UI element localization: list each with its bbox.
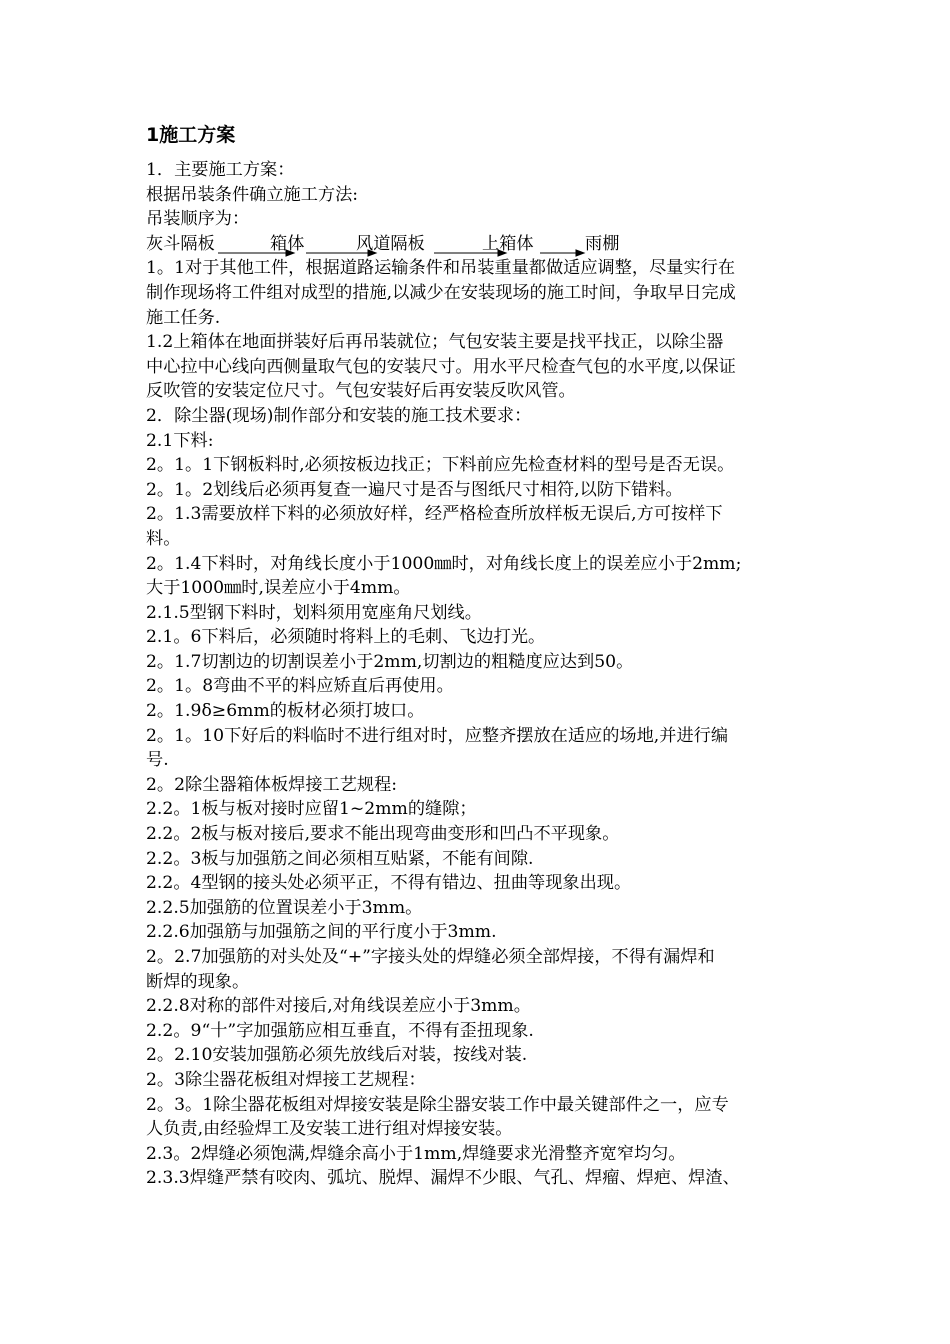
text-line: 2。2.7加强筋的对头处及“+”字接头处的焊缝必须全部焊接，不得有漏焊和 [146,947,715,967]
text-line: 号. [146,750,169,771]
text-line: 2.2。2板与板对接后,要求不能出现弯曲变形和凹凸不平现象。 [146,824,620,845]
text-line: 2。1。1下钢板料时,必须按板边找正；下料前应先检查材料的型号是否无误。 [146,455,735,476]
text-line: 2.2.5加强筋的位置误差小于3mm。 [146,897,423,918]
text-line: 2．除尘器(现场)制作部分和安装的施工技术要求： [146,405,532,426]
flow-step: 上箱体 [482,233,534,254]
flow-step: 箱体 [270,233,305,254]
text-line: 2.2。3板与加强筋之间必须相互贴紧，不能有间隙. [146,848,534,869]
text-line: 2。1。8弯曲不平的料应矫直后再使用。 [146,676,454,697]
text-line: 人负责,由经验焊工及安装工进行组对焊接安装。 [146,1119,513,1140]
text-line: 2.2。9“十”字加强筋应相互垂直，不得有歪扭现象. [146,1020,534,1041]
text-line: 1.2上箱体在地面拼装好后再吊装就位；气包安装主要是找平找正，以除尘器 [146,332,724,353]
text-line: 反吹管的安装定位尺寸。气包安装好后再安装反吹风管。 [146,381,576,402]
text-line: 2。2除尘器箱体板焊接工艺规程: [146,774,398,795]
text-line: 1．主要施工方案： [146,160,295,180]
document-body [146,158,826,1191]
text-line: 2.2.6加强筋与加强筋之间的平行度小于3mm. [146,922,497,943]
text-line: 2.1下料: [146,430,214,451]
text-line: 2.3.3焊缝严禁有咬肉、弧坑、脱焊、漏焊不少眼、气孔、焊瘤、焊疤、焊渣、 [146,1168,740,1189]
text-line: 2。3除尘器花板组对焊接工艺规程： [146,1069,426,1090]
flow-step: 风道隔板 [356,233,425,254]
text-line: 2。3。1除尘器花板组对焊接安装是除尘器安装工作中最关键部件之一，应专 [146,1094,729,1115]
text-line: 中心拉中心线向西侧量取气包的安装尺寸。用水平尺检查气包的水平度,以保证 [146,356,736,377]
flow-step: 雨棚 [585,233,620,254]
text-line: 2。1.9δ≥6mm的板材必须打坡口。 [146,701,425,722]
text-line: 2.3。2焊缝必须饱满,焊缝余高小于1mm,焊缝要求光滑整齐宽窄均匀。 [146,1143,686,1164]
flow-step: 灰斗隔板 [146,233,215,254]
text-line: 2.2.8对称的部件对接后,对角线误差应小于3mm。 [146,996,531,1017]
text-line: 1。1对于其他工件，根据道路运输条件和吊装重量都做适应调整，尽量实行在 [146,258,736,279]
text-line: 根据吊装条件确立施工方法: [146,184,359,205]
text-line: 2。1.4下料时，对角线长度小于1000㎜时，对角线长度上的误差应小于2mm; [146,553,742,574]
arrow-head-icon [576,250,584,256]
text-line: 2.1。6下料后，必须随时将料上的毛刺、飞边打光。 [146,627,546,648]
text-line: 2。1。2划线后必须再复查一遍尺寸是否与图纸尺寸相符,以防下错料。 [146,479,683,500]
text-line: 2。1.3需要放样下料的必须放好样，经严格检查所放样板无误后,方可按样下 [146,504,723,525]
text-line: 2。2.10安装加强筋必须先放线后对装，按线对装. [146,1045,528,1066]
text-line: 2。1。10下好后的料临时不进行组对时，应整齐摆放在适应的场地,并进行编 [146,725,729,746]
text-line: 施工任务. [146,307,221,328]
text-line: 2。1.7切割边的切割误差小于2mm,切割边的粗糙度应达到50。 [146,651,634,672]
text-line: 大于1000㎜时,误差应小于4mm。 [146,578,411,599]
text-line: 2.2。1板与板对接时应留1~2mm的缝隙； [146,799,477,820]
text-line: 2.2。4型钢的接头处必须平正，不得有错边、扭曲等现象出现。 [146,873,632,894]
text-line: 2.1.5型钢下料时，划料须用宽座角尺划线。 [146,602,482,623]
paragraphs [146,256,826,1191]
text-line: 吊装顺序为： [146,209,250,230]
hoisting-sequence-flow [146,232,826,257]
section-title: 1施工方案 [146,124,236,146]
text-line: 断焊的现象。 [146,971,250,992]
text-line: 制作现场将工件组对成型的措施,以减少在安装现场的施工时间，争取早日完成 [146,282,736,303]
text-line: 料。 [146,528,181,549]
